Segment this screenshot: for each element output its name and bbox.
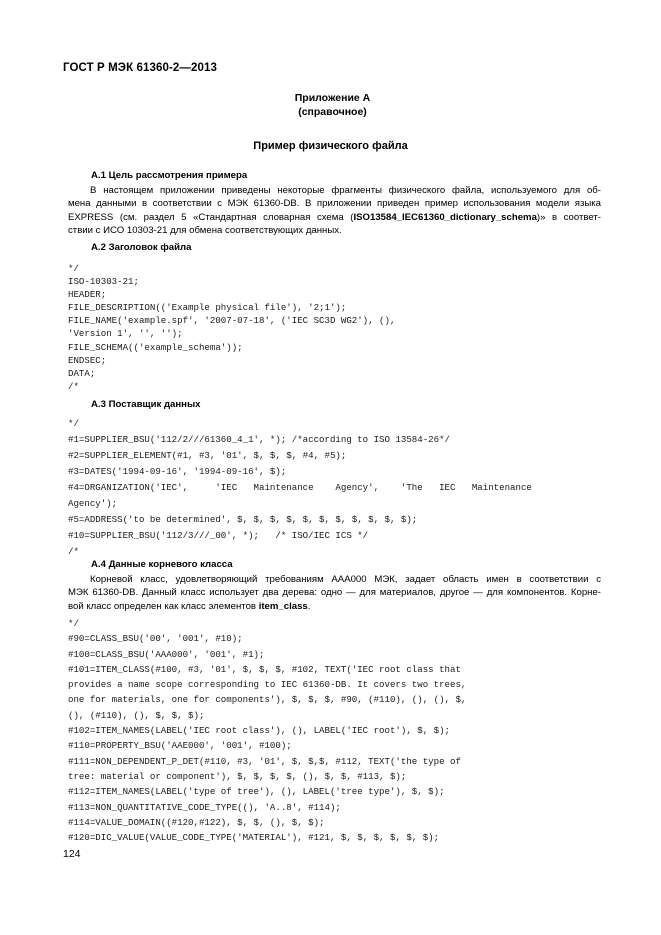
paragraph-line: МЭК 61360-DB. Данный класс использует два дерева: одно — для материалов, другое — для компонентов. Корне- — [68, 587, 601, 599]
code-line: Agency'); — [68, 498, 118, 509]
paragraph-line: Корневой класс, удовлетворяющий требованиям ААА000 МЭК, задает область имен в соответствии с — [90, 574, 601, 585]
code-line: #10=SUPPLIER_BSU('112/3///_00', *); /* ISO/IEC ICS */ — [68, 530, 369, 541]
code-line: ENDSEC; — [68, 354, 107, 366]
section-a2-code — [68, 262, 395, 393]
bold-identifier: item_class — [258, 600, 308, 612]
code-line: #2=SUPPLIER_ELEMENT(#1, #3, '01', $, $, $, #4, #5); — [68, 450, 347, 461]
code-line: (), (#110), (), $, $, $); — [68, 709, 205, 721]
code-line: /* — [68, 380, 79, 392]
code-line: */ — [68, 618, 79, 629]
section-a1-heading: А.1 Цель рассмотрения примера — [91, 170, 248, 181]
code-line: FILE_SCHEMA(('example_schema')); — [68, 341, 243, 353]
paragraph-line: ствии с ИСО 10303-21 для обмена соответствующих данных. — [68, 225, 342, 237]
code-line: */ — [68, 418, 79, 429]
bold-identifier: ISO13584_IEC61360_dictionary_schema — [353, 211, 537, 223]
main-title: Пример физического файла — [253, 140, 408, 152]
code-line: #5=ADDRESS('to be determined', $, $, $, $, $, $, $, $, $, $, $); — [68, 514, 418, 525]
code-line: 'Version 1', '', ''); — [68, 328, 183, 340]
code-line: provides a name scope corresponding to IEC 61360-DB. It covers two trees, — [68, 679, 467, 691]
code-line: #101=ITEM_CLASS(#100, #3, '01', $, $, $, #102, TEXT('IEC root class that — [68, 663, 461, 675]
code-line: ISO-10303-21; — [68, 276, 139, 288]
code-line: HEADER; — [68, 289, 107, 301]
code-line: one for materials, one for components'), $, $, $, #90, (#110), (), (), $, — [68, 694, 467, 706]
section-a2-heading: А.2 Заголовок файла — [91, 242, 192, 253]
code-line: #102=ITEM_NAMES(LABEL('IEC root class'), (), LABEL('IEC root'), $, $); — [68, 725, 450, 737]
section-a3-code — [68, 416, 532, 560]
paragraph-line: мена данными в соответствии с МЭК 61360-DB. В приложении приведен пример использования модели языка — [68, 198, 601, 210]
code-line: FILE_NAME('example.spf', '2007-07-18', ('IEC SC3D WG2'), (), — [68, 315, 396, 327]
code-line: DATA; — [68, 367, 96, 379]
code-line: #112=ITEM_NAMES(LABEL('type of tree'), (), LABEL('tree type'), $, $); — [68, 786, 445, 798]
paragraph-line-rich: EXPRESS (см. раздел 5 «Стандартная словарная схема (ISO13584_IEC61360_dictionary_schema)» в соответ- — [68, 211, 601, 223]
code-line: #120=DIC_VALUE(VALUE_CODE_TYPE('MATERIAL'), #121, $, $, $, $, $, $); — [68, 832, 440, 844]
code-line: #113=NON_QUANTITATIVE_CODE_TYPE((), 'A..8', #114); — [68, 801, 341, 813]
document-header: ГОСТ Р МЭК 61360-2—2013 — [63, 62, 217, 74]
code-line: #3=DATES('1994-09-16', '1994-09-16', $); — [68, 466, 287, 477]
paragraph-line: В настоящем приложении приведены некоторые фрагменты физического файла, используемого для об- — [90, 185, 601, 196]
section-a4-code — [68, 616, 466, 845]
annex-title-block — [0, 91, 661, 119]
code-line: /* — [68, 546, 79, 557]
annex-title: Приложение А — [294, 92, 371, 104]
section-a4-paragraph — [68, 573, 601, 613]
code-line: #111=NON_DEPENDENT_P_DET(#110, #3, '01', $, $,$, #112, TEXT('the type of — [68, 755, 461, 767]
section-a3-heading: А.3 Поставщик данных — [91, 399, 201, 410]
code-line: */ — [68, 263, 79, 274]
code-line: #1=SUPPLIER_BSU('112/2///61360_4_1', *); /*according to ISO 13584-26*/ — [68, 434, 450, 445]
code-line: #90=CLASS_BSU('00', '001', #10); — [68, 633, 243, 645]
code-line: FILE_DESCRIPTION(('Example physical file'), '2;1'); — [68, 302, 347, 314]
code-line: #100=CLASS_BSU('AAA000', '001', #1); — [68, 648, 265, 660]
paragraph-line-rich: вой класс определен как класс элементов item_class. — [68, 600, 311, 612]
page-number: 124 — [63, 848, 81, 860]
code-line: tree: material or component'), $, $, $, $, (), $, $, #113, $); — [68, 770, 407, 782]
code-line: #114=VALUE_DOMAIN((#120,#122), $, $, (), $, $); — [68, 816, 325, 828]
code-line: #110=PROPERTY_BSU('AAE000', '001', #100); — [68, 740, 292, 752]
annex-subtitle: (справочное) — [298, 106, 367, 118]
code-line: #4=ORGANIZATION('IEC', 'IEC Maintenance Agency', 'The IEC Maintenance — [68, 482, 532, 493]
section-a4-heading: А.4 Данные корневого класса — [91, 559, 233, 570]
section-a1-paragraph — [68, 184, 601, 238]
